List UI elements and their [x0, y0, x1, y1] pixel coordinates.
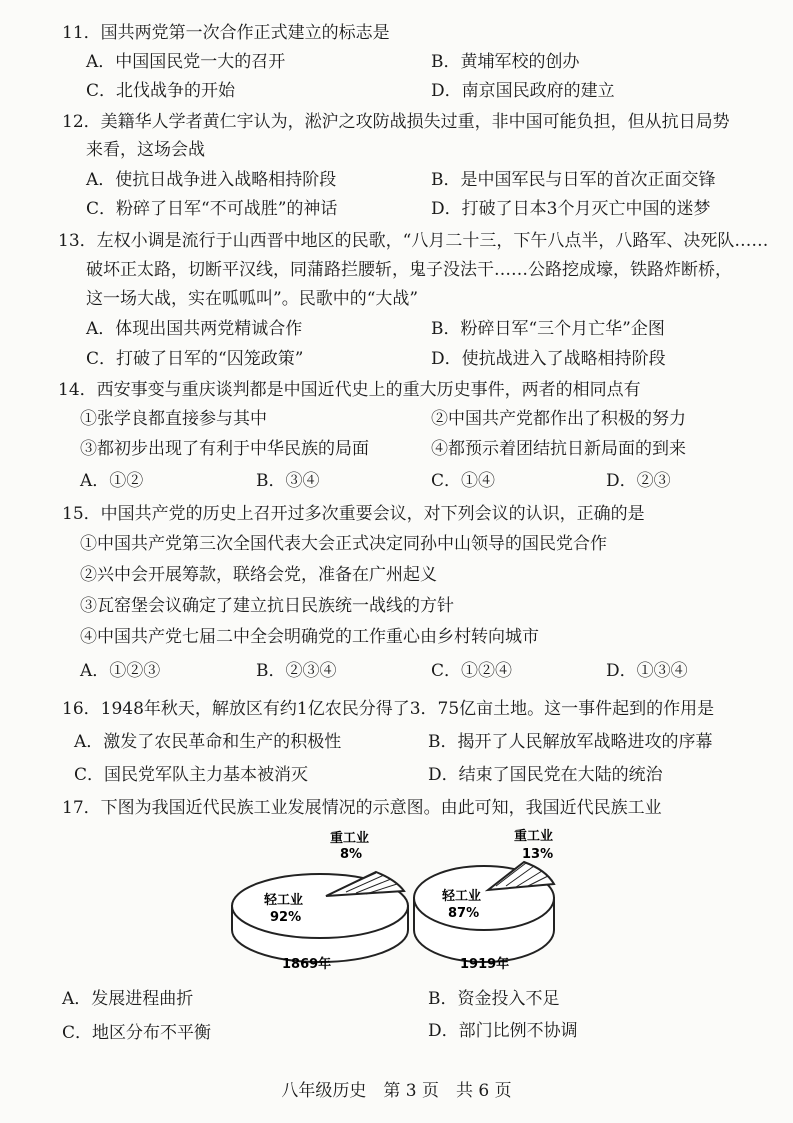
question-13-stem-line-2: 破坏正太路，切断平汉线，同蒲路拦腰斩，鬼子没法干……公路挖成壕，铁路炸断桥， [86, 260, 732, 280]
question-12-option-a: A．使抗日战争进入战略相持阶段 [86, 170, 337, 190]
question-16-option-c: C．国民党军队主力基本被消灭 [74, 765, 309, 785]
question-17-option-b: B．资金投入不足 [428, 989, 560, 1009]
question-17-option-c: C．地区分布不平衡 [62, 1023, 212, 1043]
pie-1869-heavy-industry-value: 8% [340, 847, 363, 862]
question-13-option-b: B．粉碎日军“三个月亡华”企图 [431, 319, 665, 339]
question-16-option-d: D．结束了国民党在大陆的统治 [428, 765, 663, 785]
question-12-stem-line-1: 12．美籍华人学者黄仁宇认为，淞沪之攻防战损失过重，非中国可能负担，但从抗日局势 [62, 112, 730, 132]
pie-1869-light-industry-value: 92% [270, 910, 302, 925]
pie-1869 [232, 830, 408, 972]
pie-1919 [414, 828, 554, 972]
pie-1919-heavy-industry-value: 13% [522, 847, 554, 862]
question-15-item-1: ①中国共产党第三次全国代表大会正式决定同孙中山领导的国民党合作 [80, 534, 607, 554]
question-13-stem-line-3: 这一场大战，实在呱呱叫”。民歌中的“大战” [86, 289, 419, 309]
pie-1869-year-label: 1869年 [282, 957, 332, 972]
question-17-option-a: A．发展进程曲折 [62, 989, 194, 1009]
question-14-option-c: C．①④ [431, 471, 496, 491]
question-11-option-a: A．中国国民党一大的召开 [86, 52, 286, 72]
question-11-option-b: B．黄埔军校的创办 [431, 52, 580, 72]
pie-1919-heavy-industry-label: 重工业 [514, 829, 554, 844]
question-14-option-d: D．②③ [606, 471, 671, 491]
question-15-option-b: B．②③④ [256, 661, 337, 681]
question-14-option-b: B．③④ [256, 471, 320, 491]
question-11-stem: 11．国共两党第一次合作正式建立的标志是 [62, 23, 390, 43]
question-13-stem-line-1: 13．左权小调是流行于山西晋中地区的民歌，“八月二十三，下午八点半，八路军、决死队…… [58, 231, 769, 251]
question-13-option-d: D．使抗战进入了战略相持阶段 [431, 349, 666, 369]
question-12-option-b: B．是中国军民与日军的首次正面交锋 [431, 170, 716, 190]
pie-1919-year-label: 1919年 [460, 957, 510, 972]
industry-pie-charts [220, 818, 560, 978]
question-15-option-d: D．①③④ [606, 661, 688, 681]
question-15-stem: 15．中国共产党的历史上召开过多次重要会议，对下列会议的认识，正确的是 [62, 504, 645, 524]
question-12-option-d: D．打破了日本3个月灭亡中国的迷梦 [431, 199, 711, 219]
pie-1869-heavy-industry-label: 重工业 [330, 831, 370, 846]
question-17-option-d: D．部门比例不协调 [428, 1021, 578, 1041]
question-14-item-4: ④都预示着团结抗日新局面的到来 [431, 439, 686, 459]
question-14-item-3: ③都初步出现了有利于中华民族的局面 [80, 439, 369, 459]
question-13-option-c: C．打破了日军的“囚笼政策” [86, 349, 304, 369]
question-15-option-c: C．①②④ [431, 661, 513, 681]
question-14-stem: 14．西安事变与重庆谈判都是中国近代史上的重大历史事件，两者的相同点有 [58, 380, 641, 400]
question-14-item-1: ①张学良都直接参与其中 [80, 409, 267, 429]
pie-1869-light-industry-label: 轻工业 [264, 893, 304, 908]
page-footer: 八年级历史 第 3 页 共 6 页 [281, 1081, 512, 1101]
question-11-option-c: C．北伐战争的开始 [86, 81, 236, 101]
question-15-item-4: ④中国共产党七届二中全会明确党的工作重心由乡村转向城市 [80, 627, 539, 647]
question-13-option-a: A．体现出国共两党精诚合作 [86, 319, 303, 339]
question-14-option-a: A．①② [80, 471, 144, 491]
question-12-stem-line-2: 来看，这场会战 [86, 140, 205, 160]
question-15-option-a: A．①②③ [80, 661, 161, 681]
question-11-option-d: D．南京国民政府的建立 [431, 81, 615, 101]
pie-1919-light-industry-value: 87% [448, 906, 480, 921]
question-15-item-2: ②兴中会开展筹款，联络会党，准备在广州起义 [80, 565, 437, 585]
question-17-stem: 17．下图为我国近代民族工业发展情况的示意图。由此可知，我国近代民族工业 [62, 798, 662, 818]
question-12-option-c: C．粉碎了日军“不可战胜”的神话 [86, 199, 338, 219]
question-14-item-2: ②中国共产党都作出了积极的努力 [431, 409, 686, 429]
question-15-item-3: ③瓦窑堡会议确定了建立抗日民族统一战线的方针 [80, 596, 454, 616]
question-16-option-b: B．揭开了人民解放军战略进攻的序幕 [428, 732, 713, 752]
pie-1919-light-industry-label: 轻工业 [442, 889, 482, 904]
question-16-stem: 16．1948年秋天，解放区有约1亿农民分得了3．75亿亩土地。这一事件起到的作用是 [62, 699, 715, 719]
question-16-option-a: A．激发了农民革命和生产的积极性 [74, 732, 342, 752]
